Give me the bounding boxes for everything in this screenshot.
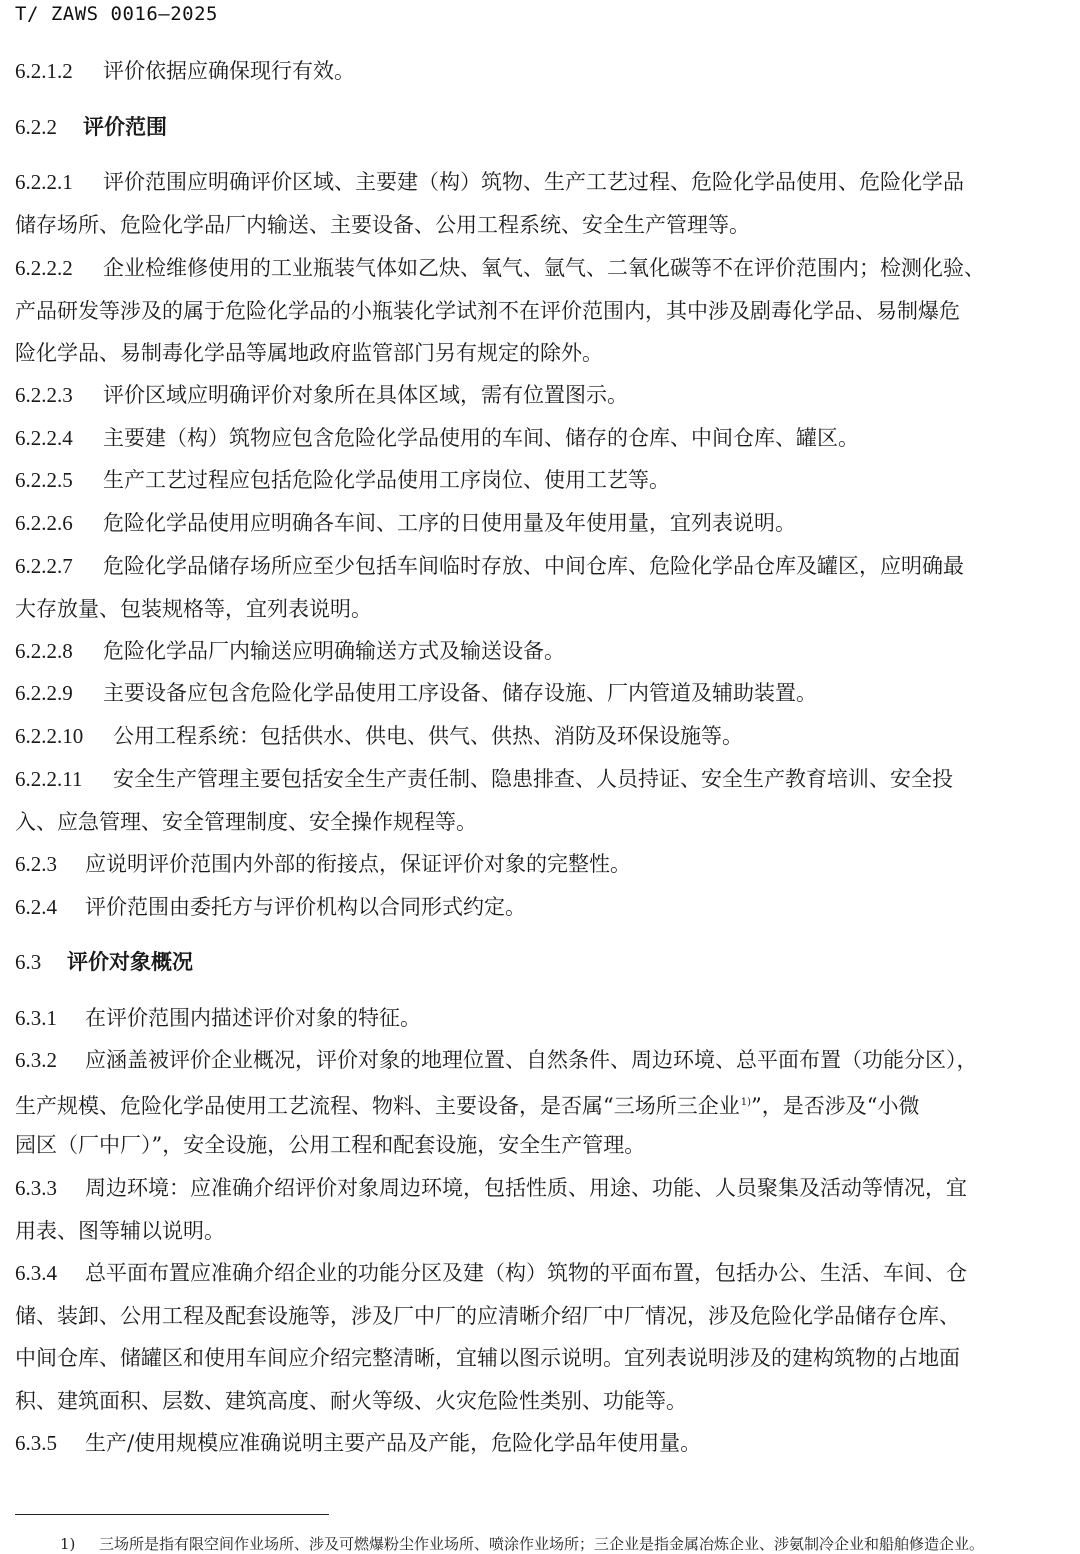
section-number: 6.3 xyxy=(15,950,42,974)
clause-text: 危险化学品储存场所应至少包括车间临时存放、中间仓库、危险化学品仓库及罐区，应明确最 xyxy=(103,554,964,578)
clause-text: 用表、图等辅以说明。 xyxy=(15,1218,225,1243)
clause-number: 6.2.1.2 xyxy=(15,59,73,83)
clause-text: 危险化学品使用应明确各车间、工序的日使用量及年使用量，宜列表说明。 xyxy=(103,511,796,535)
section-heading-6-2-2 xyxy=(15,106,1045,149)
clause-6-3-4 xyxy=(15,1252,1045,1422)
clause-6-2-2-6 xyxy=(15,502,1045,545)
clause-text: 大存放量、包装规格等，宜列表说明。 xyxy=(15,596,372,621)
clause-text: 险化学品、易制毒化学品等属地政府监管部门另有规定的除外。 xyxy=(15,341,603,365)
clause-6-2-3 xyxy=(15,843,1045,886)
clause-6-3-5 xyxy=(15,1422,1045,1465)
clause-number: 6.2.2.7 xyxy=(15,554,73,578)
clause-text: 在评价范围内描述评价对象的特征。 xyxy=(85,1006,421,1030)
clause-number: 6.2.3 xyxy=(15,852,57,876)
clause-text: 评价区域应明确评价对象所在具体区域，需有位置图示。 xyxy=(103,383,628,407)
clause-text: 危险化学品厂内输送应明确输送方式及输送设备。 xyxy=(103,639,565,663)
clause-text: 入、应急管理、安全管理制度、安全操作规程等。 xyxy=(15,809,477,834)
clause-text: 应涵盖被评价企业概况，评价对象的地理位置、自然条件、周边环境、总平面布置（功能分区）， xyxy=(85,1048,978,1072)
standard-code-header: T/ ZAWS 0016—2025 xyxy=(15,3,218,25)
clause-6-2-4 xyxy=(15,886,1045,929)
clause-number: 6.3.4 xyxy=(15,1261,57,1285)
clause-text: 周边环境：应准确介绍评价对象周边环境，包括性质、用途、功能、人员聚集及活动等情况，宜 xyxy=(85,1176,967,1200)
clause-6-2-2-4 xyxy=(15,417,1045,460)
clause-6-3-3 xyxy=(15,1167,1045,1252)
clause-text: 中间仓库、储罐区和使用车间应介绍完整清晰，宜辅以图示说明。宜列表说明涉及的建构筑物的占地面 xyxy=(15,1346,960,1370)
section-title: 评价范围 xyxy=(83,114,167,139)
footnote xyxy=(60,1533,984,1554)
clause-6-2-2-1 xyxy=(15,161,1045,246)
clause-number: 6.3.3 xyxy=(15,1176,57,1200)
section-number: 6.2.2 xyxy=(15,115,57,139)
clause-text: 主要建（构）筑物应包含危险化学品使用的车间、储存的仓库、中间仓库、罐区。 xyxy=(103,426,859,450)
clause-text: 储存场所、危险化学品厂内输送、主要设备、公用工程系统、安全生产管理等。 xyxy=(15,212,750,237)
clause-text: 积、建筑面积、层数、建筑高度、耐火等级、火灾危险性类别、功能等。 xyxy=(15,1388,687,1413)
clause-number: 6.2.2.11 xyxy=(15,767,83,791)
clause-number: 6.3.1 xyxy=(15,1006,57,1030)
clause-number: 6.2.2.8 xyxy=(15,639,73,663)
clause-text: 评价依据应确保现行有效。 xyxy=(103,59,355,83)
clause-number: 6.2.2.2 xyxy=(15,256,73,280)
clause-text: 储、装卸、公用工程及配套设施等，涉及厂中厂的应清晰介绍厂中厂情况，涉及危险化学品储存仓库、 xyxy=(15,1303,960,1328)
clause-number: 6.3.5 xyxy=(15,1431,57,1455)
clause-text: 主要设备应包含危险化学品使用工序设备、储存设施、厂内管道及辅助装置。 xyxy=(103,681,817,705)
clause-6-2-2-7 xyxy=(15,545,1045,630)
clause-6-3-2 xyxy=(15,1039,1045,1167)
clause-text: 生产规模、危险化学品使用工艺流程、物料、主要设备，是否属“三场所三企业 xyxy=(15,1093,740,1118)
clause-text: 公用工程系统：包括供水、供电、供气、供热、消防及环保设施等。 xyxy=(113,724,743,748)
clause-number: 6.2.2.6 xyxy=(15,511,73,535)
clause-text: 评价范围应明确评价区域、主要建（构）筑物、生产工艺过程、危险化学品使用、危险化学品 xyxy=(103,170,964,194)
clause-6-2-2-11 xyxy=(15,758,1045,843)
footnote-mark: 1) xyxy=(60,1535,76,1553)
footnote-text: 三场所是指有限空间作业场所、涉及可燃爆粉尘作业场所、喷涂作业场所；三企业是指金属冶炼企业、涉氨制冷企业和船舶修造企业。 xyxy=(98,1535,984,1553)
clause-6-2-1-2 xyxy=(15,50,1045,93)
clause-text: 园区（厂中厂）”，安全设施，公用工程和配套设施，安全生产管理。 xyxy=(15,1133,646,1157)
clause-6-2-2-5 xyxy=(15,459,1045,502)
clause-6-2-2-3 xyxy=(15,374,1045,417)
footnote-reference: 1) xyxy=(740,1096,751,1108)
clause-number: 6.3.2 xyxy=(15,1048,57,1072)
clause-number: 6.2.2.10 xyxy=(15,724,84,748)
clause-6-2-2-9 xyxy=(15,672,1045,715)
clause-text: 应说明评价范围内外部的衔接点，保证评价对象的完整性。 xyxy=(85,852,631,876)
clause-text: 企业检维修使用的工业瓶装气体如乙炔、氧气、氩气、二氧化碳等不在评价范围内；检测化验、 xyxy=(103,256,985,280)
clause-6-2-2-10 xyxy=(15,715,1045,758)
clause-text: 产品研发等涉及的属于危险化学品的小瓶装化学试剂不在评价范围内，其中涉及剧毒化学品、易制爆危 xyxy=(15,298,960,323)
clause-number: 6.2.2.1 xyxy=(15,170,73,194)
footnote-divider xyxy=(15,1514,329,1515)
clause-number: 6.2.2.4 xyxy=(15,426,73,450)
clause-6-2-2-8 xyxy=(15,630,1045,673)
clause-6-3-1 xyxy=(15,997,1045,1040)
clause-text: 生产/使用规模应准确说明主要产品及产能，危险化学品年使用量。 xyxy=(85,1431,702,1455)
clause-6-2-2-2 xyxy=(15,247,1045,375)
clause-text: ”，是否涉及“小微 xyxy=(751,1093,920,1118)
clause-number: 6.2.2.3 xyxy=(15,383,73,407)
clause-text: 总平面布置应准确介绍企业的功能分区及建（构）筑物的平面布置，包括办公、生活、车间、仓 xyxy=(85,1261,967,1285)
clause-text: 评价范围由委托方与评价机构以合同形式约定。 xyxy=(85,895,526,919)
clause-number: 6.2.4 xyxy=(15,895,57,919)
clause-number: 6.2.2.9 xyxy=(15,681,73,705)
section-title: 评价对象概况 xyxy=(67,949,193,974)
section-heading-6-3 xyxy=(15,941,1045,984)
clause-number: 6.2.2.5 xyxy=(15,468,73,492)
clause-text: 生产工艺过程应包括危险化学品使用工序岗位、使用工艺等。 xyxy=(103,468,670,492)
clause-text: 安全生产管理主要包括安全生产责任制、隐患排查、人员持证、安全生产教育培训、安全投 xyxy=(113,767,953,791)
